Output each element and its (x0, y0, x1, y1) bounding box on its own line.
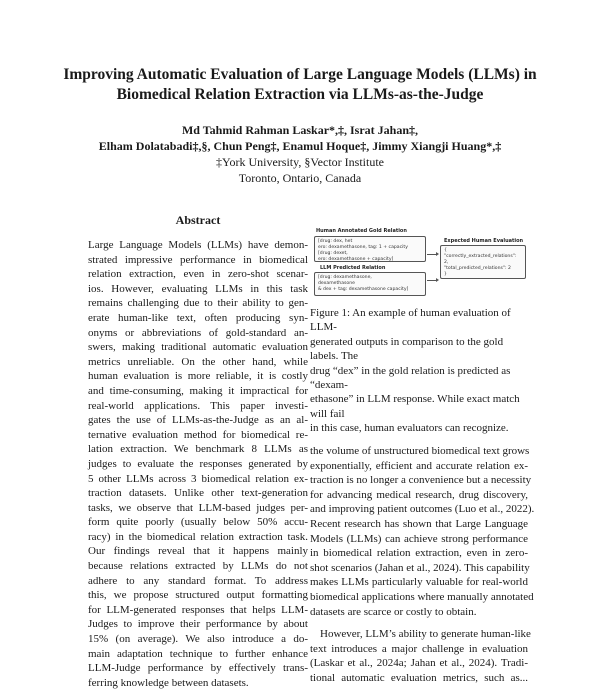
text-line: the volume of unstructured biomedical text grows (310, 445, 530, 457)
text-line: makes LLMs particularly valuable for real-world (310, 576, 528, 589)
author-block (40, 122, 560, 186)
text-line: However, LLM’s ability to generate human-like (320, 628, 531, 641)
caption-line: Figure 1: An example of human evaluation of LLM- (310, 307, 511, 334)
gold-to-eval-arrow (427, 254, 437, 255)
text-line: ferring knowledge between datasets. (88, 676, 249, 689)
text-line: relation extraction, even in zero-shot scenar- (88, 268, 308, 281)
text-line: for LLM-generated responses that helps LLM- (88, 603, 308, 616)
text-line: Recent research has shown that Large Language (310, 517, 528, 530)
predicted-relation-title: LLM Predicted Relation (320, 265, 386, 271)
paragraph-gap (310, 619, 528, 627)
text-line: racy) in the biomedical relation extraction task. (88, 530, 308, 543)
text-line: Models (LLMs) can achieve strong performance (310, 532, 528, 545)
gold-relation-title: Human Annotated Gold Relation (316, 228, 407, 234)
text-line: Judges to improve their performance by about (88, 618, 308, 631)
caption-line: generated outputs in comparison to the gold labels. The (310, 335, 504, 363)
text-line: shot scenarios (Jahan et al., 2024). This capability (310, 561, 530, 574)
eval-text-3: "total_predicted_relations": 2 (444, 266, 511, 271)
text-line: this, we propose structured output formatting (88, 589, 308, 602)
paper-title (40, 65, 560, 105)
authors-line-1: Md Tahmid Rahman Laskar*,‡, Israt Jahan‡, (181, 123, 419, 137)
text-line: adhere to any standard format. To address (88, 574, 308, 587)
affiliation-line-2: Toronto, Ontario, Canada (238, 171, 362, 185)
text-line: main adaptation technique to further enhance (88, 647, 308, 660)
gold-relation-box (314, 236, 426, 262)
text-line: traction datasets. Unlike other text-generation (88, 487, 308, 500)
text-line: form quite poorly (usually below 50% accu- (88, 516, 308, 529)
eval-text-4: } (444, 272, 447, 277)
caption-line: ethasone” in LLM response. While exact match will fail (310, 393, 520, 420)
text-line: biomedical applications where manually annotated (310, 590, 534, 603)
predicted-to-eval-arrow (427, 280, 437, 281)
figure-1 (314, 228, 526, 298)
text-line: 15% (on average). We also introduce a do- (88, 633, 308, 646)
predicted-text-1: [drug: dexamethasone, (318, 275, 372, 280)
text-line: in biomedical relation extraction, even in zero- (310, 547, 528, 560)
human-eval-title: Expected Human Evaluation (444, 238, 524, 244)
abstract-body (88, 238, 308, 690)
human-eval-box (440, 245, 526, 279)
text-line: judges to evaluate the responses generated by (88, 457, 308, 470)
text-line: LLM-Judge performance by effectively trans- (88, 662, 308, 675)
authors-line-2: Elham Dolatabadi‡,§, Chun Peng‡, Enamul Hoque‡, Jimmy Xiangji Huang*,‡ (98, 139, 502, 153)
eval-text-2: "correctly_extracted_relations": 2, (444, 254, 517, 265)
gold-text-3: [drug: dexet, (318, 251, 348, 256)
text-line: exponentially, efficient and accurate relation ex- (310, 459, 528, 472)
text-line: human evaluation is more reliable, it is costly (88, 370, 308, 383)
text-line: 5 other LLMs across 3 biomedical relation ex- (88, 472, 308, 485)
eval-text-1: { (444, 248, 447, 253)
text-line: datasets are scarce or costly to obtain. (310, 605, 477, 618)
text-line: strated impressive performance in biomedical (88, 253, 308, 266)
abstract-heading: Abstract (175, 213, 221, 227)
text-line: lation extraction. We benchmark 8 LLMs as (88, 443, 308, 456)
text-line: swers, making traditional automatic evaluation (88, 341, 308, 354)
text-line: traction is no longer a convenience but a necessity (310, 474, 532, 487)
figure-1-caption (310, 306, 528, 436)
text-line: and time-consuming, making it impractical for (88, 384, 308, 397)
text-line: metrics unreliable. On the other hand, while (88, 355, 308, 368)
text-line: tasks, we observe that LLM-based judges per- (88, 501, 308, 514)
text-line: real-world applications. This paper investi- (88, 399, 308, 412)
predicted-relation-box (314, 272, 426, 296)
caption-line: drug “dex” in the gold relation is predicted as “dexam- (310, 364, 511, 392)
text-line: because relations extracted by LLMs do not (88, 560, 308, 573)
text-line: tional automatic evaluation metrics, such as... (310, 671, 528, 684)
predicted-text-2: dexamethasone (318, 281, 355, 286)
text-line: gates the use of LLMs-as-the-Judge as an al- (88, 414, 308, 427)
gold-text-1: [drug: dex, het (318, 239, 353, 244)
title-line-2: Biomedical Relation Extraction via LLMs-as-the-Judge (116, 86, 484, 103)
text-line: (Laskar et al., 2024a; Jahan et al., 2024). Tradi- (310, 657, 528, 670)
text-line: text introduces a major challenge in evaluation (310, 642, 528, 655)
text-line: remains challenging due to their ability to gen- (88, 297, 308, 310)
text-line: ios. However, evaluating LLMs in this task (88, 282, 308, 295)
text-line: onyms or abbreviations of gold-standard an- (88, 326, 308, 339)
text-line: erate human-like text, often producing syn- (88, 311, 308, 324)
predicted-text-3: & dex + tag: dexamethasone capacity] (318, 287, 409, 292)
intro-body (310, 444, 535, 686)
gold-text-4: ero: dexamethasone + capacity] (318, 257, 394, 262)
text-line: and improving patient outcomes (Luo et al., 2022). (310, 503, 535, 516)
title-line-1: Improving Automatic Evaluation of Large Language Models (LLMs) in (63, 66, 537, 83)
text-line: Large Language Models (LLMs) have demon- (88, 239, 308, 251)
text-line: ternative evaluation method for biomedical re- (88, 428, 308, 441)
text-line: Our findings reveal that it happens mainly (88, 545, 308, 558)
caption-line: in this case, human evaluators can recognize. (310, 422, 509, 435)
gold-text-2: ero: dexamethasone, tag: 1 + capacity (318, 245, 408, 250)
affiliation-line-1: ‡York University, §Vector Institute (216, 155, 384, 169)
text-line: for advancing medical research, drug discovery, (310, 488, 528, 501)
